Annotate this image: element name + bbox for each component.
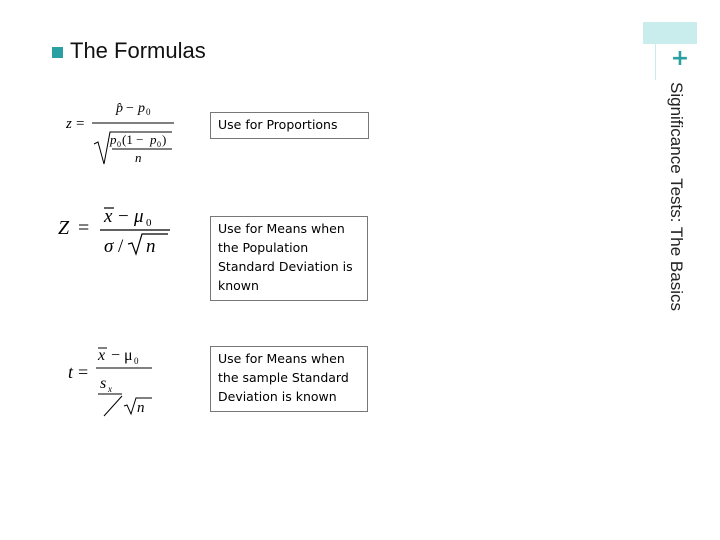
formula-proportion-z	[62, 92, 182, 170]
svg-text:z: z	[66, 116, 72, 132]
bullet-square-icon	[52, 47, 63, 58]
svg-text:=: =	[78, 217, 90, 239]
svg-text:=: =	[78, 362, 89, 382]
svg-text:p: p	[150, 132, 157, 147]
svg-text:n: n	[135, 150, 142, 165]
svg-text:x: x	[108, 384, 112, 394]
svg-text:p̂: p̂	[116, 101, 123, 116]
formula-means-z	[56, 200, 182, 262]
svg-text:0: 0	[117, 140, 121, 149]
svg-text:x: x	[98, 347, 106, 364]
svg-text:μ: μ	[134, 206, 144, 227]
description-text: Use for Proportions	[218, 117, 338, 132]
svg-text:0: 0	[146, 217, 152, 229]
description-text: Use for Means when the sample Standard Deviation is known	[218, 351, 349, 404]
svg-text:−: −	[118, 206, 129, 227]
formula-means-t	[64, 344, 164, 418]
svg-text:s: s	[100, 375, 107, 392]
svg-text:−: −	[111, 347, 121, 364]
svg-text:x: x	[104, 206, 113, 227]
description-box-proportions	[210, 112, 369, 139]
side-title: Significance Tests: The Basics	[667, 82, 686, 311]
description-text: Use for Means when the Population Standard Deviation is known	[218, 221, 353, 293]
svg-text:0: 0	[157, 140, 161, 149]
svg-text:/: /	[118, 236, 124, 257]
description-box-means-s	[210, 346, 368, 412]
svg-text:−: −	[126, 101, 134, 116]
heading-text: The Formulas	[70, 38, 206, 63]
svg-text:0: 0	[146, 107, 151, 117]
svg-text:): )	[162, 132, 167, 147]
svg-text:t: t	[68, 362, 74, 382]
svg-text:(1 −: (1 −	[122, 132, 144, 147]
svg-text:=: =	[76, 116, 85, 132]
svg-text:n: n	[137, 400, 145, 416]
slide-heading	[52, 38, 206, 64]
svg-text:Z: Z	[58, 217, 70, 239]
svg-text:n: n	[146, 236, 156, 257]
svg-text:0: 0	[134, 356, 139, 366]
corner-accent-line	[655, 22, 656, 80]
description-box-means-sigma	[210, 216, 368, 301]
svg-text:σ: σ	[104, 236, 114, 257]
corner-accent-block	[643, 22, 697, 44]
svg-text:p: p	[110, 132, 117, 147]
plus-icon: +	[670, 46, 690, 71]
svg-text:μ: μ	[124, 347, 133, 364]
svg-text:p: p	[138, 101, 145, 116]
